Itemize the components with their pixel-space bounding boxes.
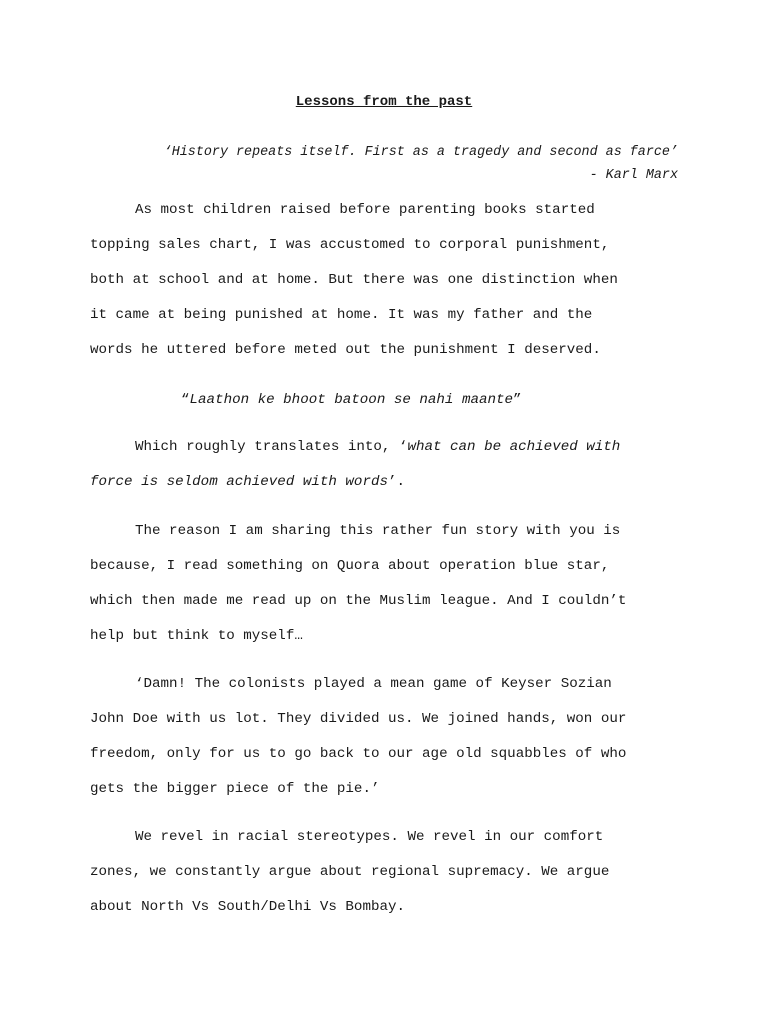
epigraph-quote: ‘History repeats itself. First as a tragedy and second as farce’ <box>163 145 678 160</box>
paragraph-line: help but think to myself… <box>90 628 303 644</box>
paragraph-line: John Doe with us lot. They divided us. We joined hands, won our <box>90 711 627 727</box>
paragraph-line: zones, we constantly argue about regional supremacy. We argue <box>90 864 610 880</box>
paragraph-1 <box>90 193 680 368</box>
paragraph-line: We revel in racial stereotypes. We revel in our comfort <box>135 829 604 845</box>
paragraph-2 <box>90 430 680 500</box>
paragraph-5 <box>90 820 680 925</box>
document-title: Lessons from the past <box>295 94 473 110</box>
hindi-quote-open-mark: “ <box>181 392 190 408</box>
paragraph-line: The reason I am sharing this rather fun story with you is <box>135 523 621 539</box>
paragraph-line: which then made me read up on the Muslim league. And I couldn’t <box>90 593 627 609</box>
paragraph-line: both at school and at home. But there was one distinction when <box>90 272 618 288</box>
paragraph-line: about North Vs South/Delhi Vs Bombay. <box>90 899 406 915</box>
paragraph-line: words he uttered before meted out the punishment I deserved. <box>90 342 601 358</box>
paragraph-line: topping sales chart, I was accustomed to corporal punishment, <box>90 237 610 253</box>
paragraph-line <box>90 465 680 500</box>
epigraph <box>90 141 678 187</box>
epigraph-attribution: - Karl Marx <box>589 168 678 183</box>
paragraph-line: gets the bigger piece of the pie.’ <box>90 781 380 797</box>
paragraph-line: ‘Damn! The colonists played a mean game of Keyser Sozian <box>135 676 612 692</box>
paragraph-line <box>90 430 680 465</box>
translation-close: ’. <box>388 474 406 490</box>
paragraph-line: freedom, only for us to go back to our age old squabbles of who <box>90 746 627 762</box>
paragraph-line: As most children raised before parenting books started <box>135 202 595 218</box>
paragraph-3 <box>90 514 680 654</box>
paragraph-line: it came at being punished at home. It was my father and the <box>90 307 593 323</box>
translation-lead: Which roughly translates into, ‘ <box>135 439 408 455</box>
translation-italic-1: what can be achieved with <box>407 439 621 455</box>
paragraph-4 <box>90 667 680 807</box>
hindi-quote-close-mark: ” <box>513 392 522 408</box>
translation-italic-2: force is seldom achieved with words <box>90 474 388 490</box>
hindi-quote-text: Laathon ke bhoot batoon se nahi maante <box>189 392 514 408</box>
paragraph-line: because, I read something on Quora about operation blue star, <box>90 558 610 574</box>
hindi-quote <box>181 389 522 411</box>
